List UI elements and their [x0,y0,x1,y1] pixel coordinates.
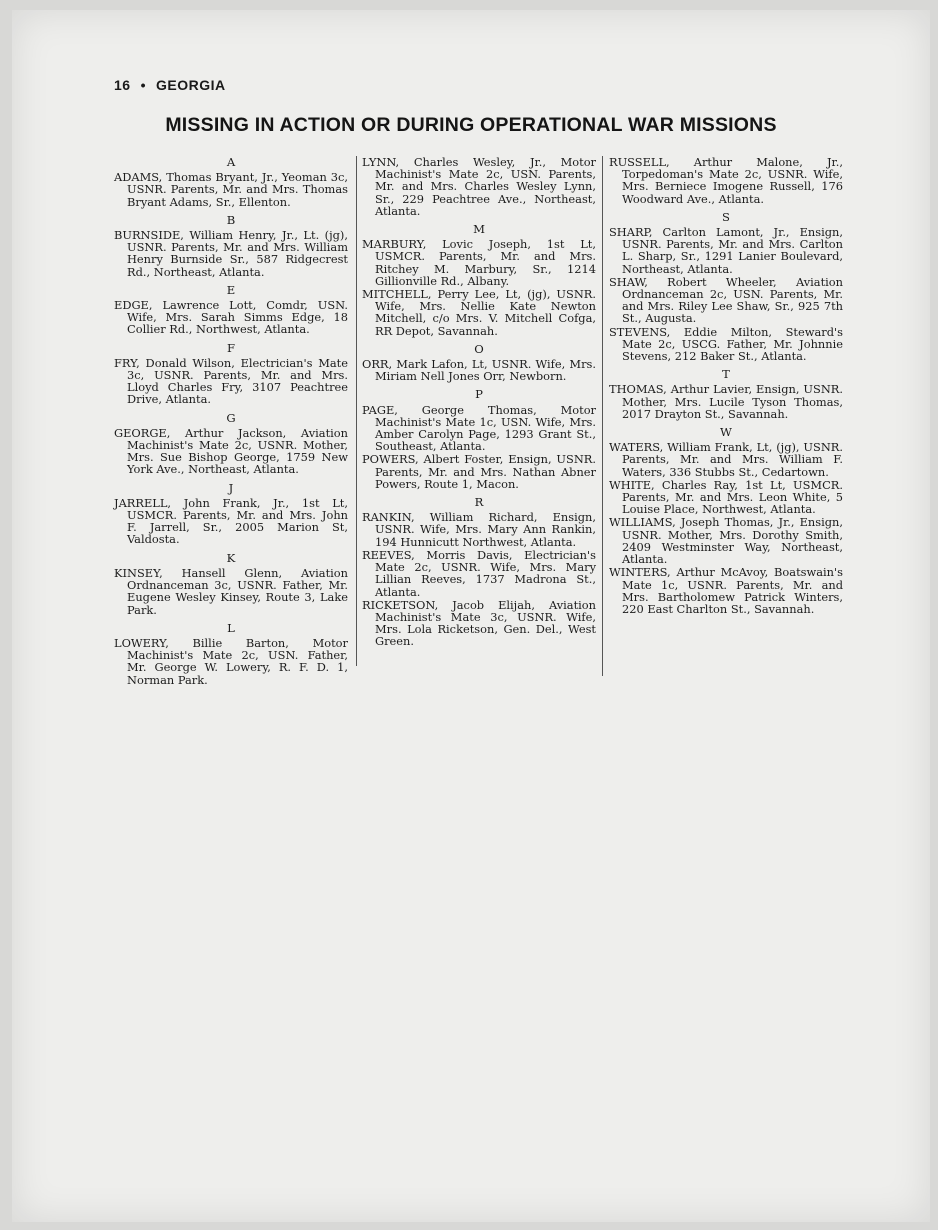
roster-entry: ADAMS, Thomas Bryant, Jr., Yeoman 3c, USNR. Parents, Mr. and Mrs. Thomas Bryant Adams, Sr., Ellenton. [114,170,348,209]
section-letter: S [722,209,730,224]
column-2 [362,156,596,649]
section-letter: P [475,387,483,402]
roster-entry: EDGE, Lawrence Lott, Comdr, USN. Wife, Mrs. Sarah Simms Edge, 18 Collier Rd., Northwest, Atlanta. [114,298,348,337]
page-number: 16 [114,77,131,93]
section-letter: J [228,480,234,495]
column-3 [609,156,843,616]
section-letter: O [474,341,484,356]
roster-entry: PAGE, George Thomas, Motor Machinist's Mate 1c, USN. Wife, Mrs. Amber Carolyn Page, 1293 Grant St., Southeast, Atlanta. [362,402,596,454]
running-head [114,77,226,93]
section-letter: R [474,495,484,510]
roster-entry: REEVES, Morris Davis, Electrician's Mate 2c, USNR. Wife, Mrs. Mary Lillian Reeves, 1737 Madrona St., Atlanta. [362,547,596,599]
roster-entry: RANKIN, William Richard, Ensign, USNR. Wife, Mrs. Mary Ann Rankin, 194 Hunnicutt Northwest, Atlanta. [362,510,596,549]
state-name: GEORGIA [155,77,226,93]
section-letter: W [720,425,732,440]
roster-entry: ORR, Mark Lafon, Lt, USNR. Wife, Mrs. Miriam Nell Jones Orr, Newborn. [362,357,596,384]
page-title: MISSING IN ACTION OR DURING OPERATIONAL WAR MISSIONS [165,114,777,136]
column-divider [356,156,357,666]
column-1 [114,156,348,687]
roster-entry: KINSEY, Hansell Glenn, Aviation Ordnanceman 3c, USNR. Father, Mr. Eugene Wesley Kinsey, Route 3, Lake Park. [114,565,348,617]
section-letter: L [227,620,235,635]
roster-entry: RUSSELL, Arthur Malone, Jr., Torpedoman's Mate 2c, USNR. Wife, Mrs. Berniece Imogene Russell, 176 Woodward Ave., Atlanta. [609,155,843,206]
roster-entry: WILLIAMS, Joseph Thomas, Jr., Ensign, USNR. Mother, Mrs. Dorothy Smith, 2409 Westminster Way, Northeast, Atlanta. [609,515,843,567]
roster-entry: LYNN, Charles Wesley, Jr., Motor Machinist's Mate 2c, USN. Parents, Mr. and Mrs. Charles Wesley Lynn, Sr., 229 Peachtree Ave., Northeast, Atlanta. [362,155,596,218]
section-letter: B [226,212,236,227]
section-letter: G [226,410,236,425]
roster-entry: BURNSIDE, William Henry, Jr., Lt. (jg), USNR. Parents, Mr. and Mrs. William Henry Burnside Sr., 587 Ridgecrest Rd., Northeast, Atlanta. [114,228,348,279]
roster-entry: THOMAS, Arthur Lavier, Ensign, USNR. Mother, Mrs. Lucile Tyson Thomas, 2017 Drayton St., Savannah. [609,382,843,421]
roster-entry: GEORGE, Arthur Jackson, Aviation Machinist's Mate 2c, USNR. Mother, Mrs. Sue Bishop George, 1759 New York Ave., Northeast, Atlanta. [114,425,348,477]
roster-entry: JARRELL, John Frank, Jr., 1st Lt, USMCR. Parents, Mr. and Mrs. John F. Jarrell, Sr., 2005 Marion St, Valdosta. [114,495,348,547]
document-page [12,10,930,1222]
section-letter: M [473,222,485,237]
roster-entry: WHITE, Charles Ray, 1st Lt, USMCR. Parents, Mr. and Mrs. Leon White, 5 Louise Place, Northwest, Atlanta. [609,477,843,517]
section-letter: F [226,340,236,355]
roster-entry: WINTERS, Arthur McAvoy, Boatswain's Mate 1c, USNR. Parents, Mr. and Mrs. Bartholomew Patrick Winters, 220 East Charlton St., Savannah. [609,565,843,616]
section-letter: E [226,282,236,297]
roster-entry: MITCHELL, Perry Lee, Lt, (jg), USNR. Wife, Mrs. Nellie Kate Newton Mitchell, c/o Mrs. V. Mitchell Cofga, RR Depot, Savannah. [362,287,596,338]
roster-entry: FRY, Donald Wilson, Electrician's Mate 3c, USNR. Parents, Mr. and Mrs. Lloyd Charles Fry, 3107 Peachtree Drive, Atlanta. [114,355,348,407]
roster-entry: SHAW, Robert Wheeler, Aviation Ordnanceman 2c, USN. Parents, Mr. and Mrs. Riley Lee Shaw, Sr., 925 7th St., Augusta. [609,274,843,326]
roster-entry: SHARP, Carlton Lamont, Jr., Ensign, USNR. Parents, Mr. and Mrs. Carlton L. Sharp, Sr., 1291 Lanier Boulevard, Northeast, Atlanta. [609,225,843,276]
section-letter: A [226,155,236,169]
column-divider [602,156,603,676]
section-letter: K [226,550,236,565]
roster-entry: STEVENS, Eddie Milton, Steward's Mate 2c, USCG. Father, Mr. Johnnie Stevens, 212 Baker St., Atlanta. [609,324,843,364]
roster-entry: RICKETSON, Jacob Elijah, Aviation Machinist's Mate 3c, USNR. Wife, Mrs. Lola Ricketson, Gen. Del., West Green. [362,597,596,649]
roster-entry: POWERS, Albert Foster, Ensign, USNR. Parents, Mr. and Mrs. Nathan Abner Powers, Route 1, Macon. [362,452,596,491]
header-bullet: • [140,77,146,93]
section-letter: T [722,367,730,382]
roster-entry: MARBURY, Lovic Joseph, 1st Lt, USMCR. Parents, Mr. and Mrs. Ritchey M. Marbury, Sr., 1214 Gillionville Rd., Albany. [362,237,596,288]
roster-entry: WATERS, William Frank, Lt, (jg), USNR. Parents, Mr. and Mrs. William F. Waters, 336 Stubbs St., Cedartown. [609,440,843,479]
roster-entry: LOWERY, Billie Barton, Motor Machinist's Mate 2c, USN. Father, Mr. George W. Lowery, R. F. D. 1, Norman Park. [114,635,348,687]
